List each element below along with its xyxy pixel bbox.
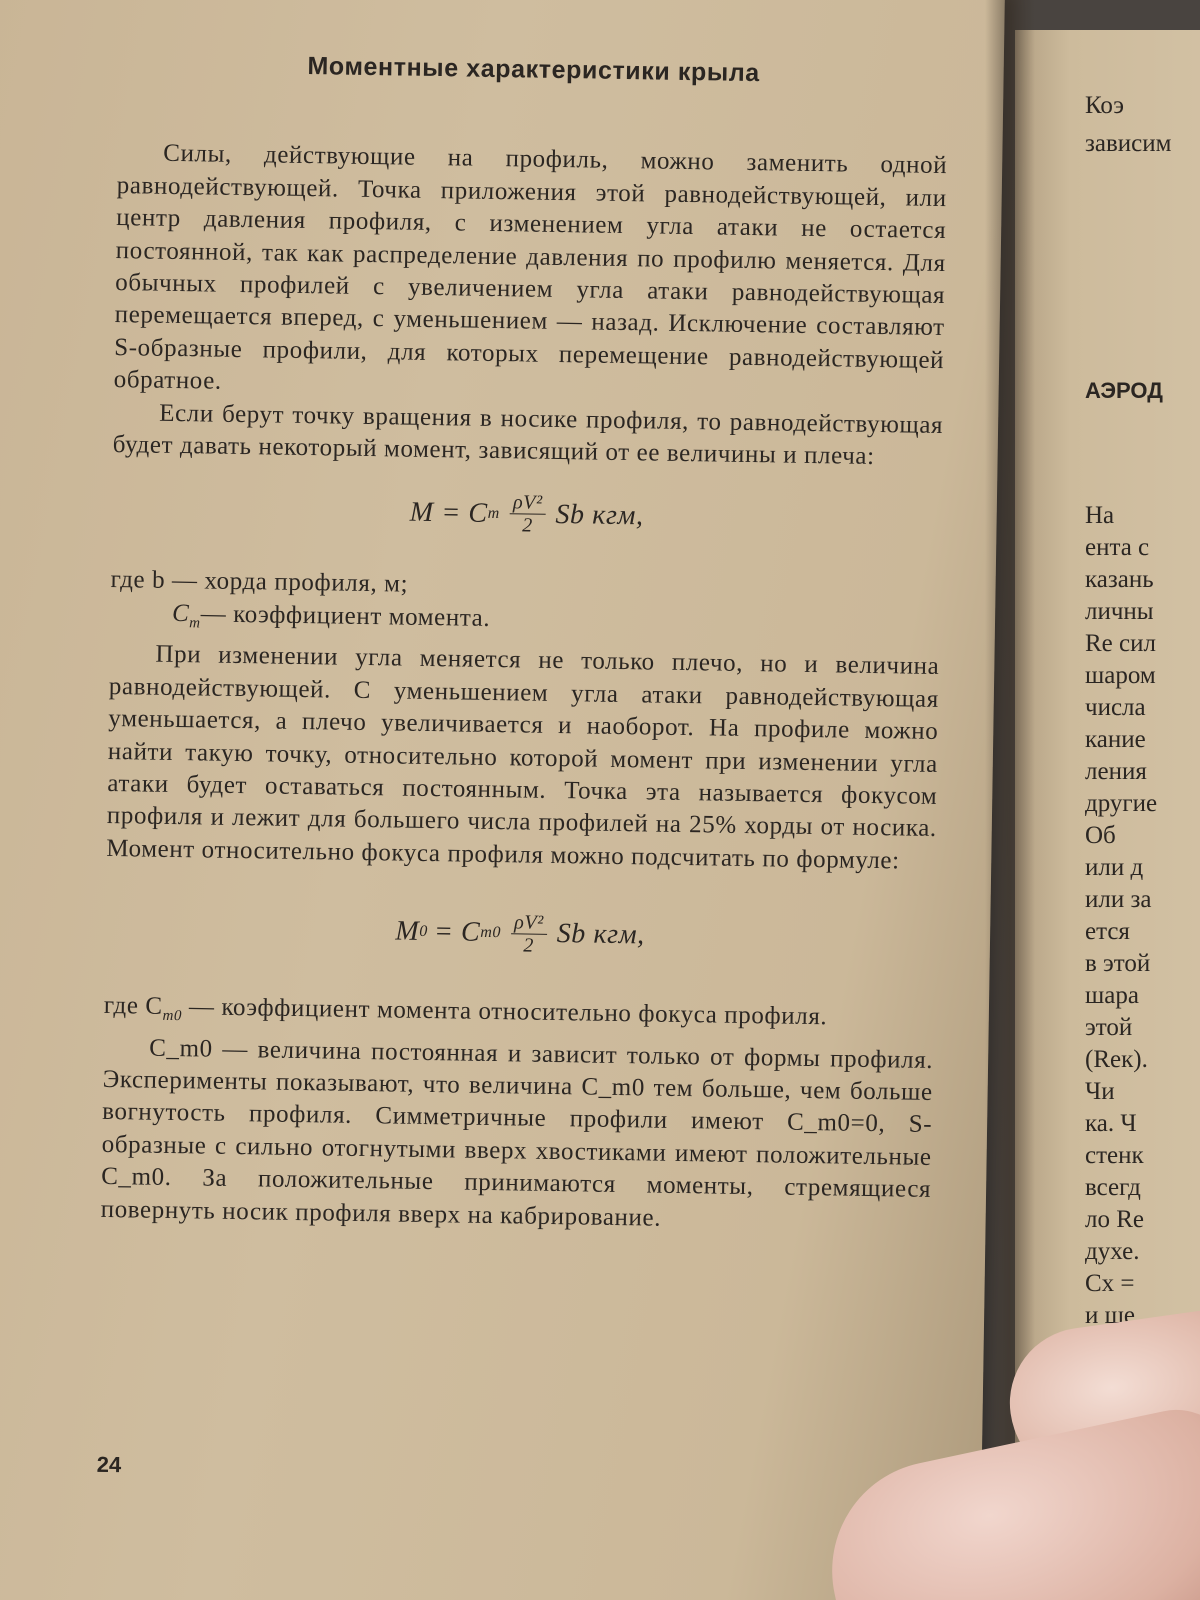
facing-page-line: зависим (1085, 130, 1172, 157)
facing-page-line: казань (1085, 566, 1154, 593)
facing-page-line: Чи (1085, 1078, 1115, 1105)
facing-page-line: стенк (1085, 1142, 1144, 1169)
formula2-lhs: M (395, 915, 420, 948)
fraction2-denominator: 2 (523, 934, 535, 957)
cm0-definition-text: — коэффициент момента относительно фокуса профиля. (181, 993, 828, 1031)
paragraph: Если берут точку вращения в носике профиля, то равнодействующая будет давать некоторый момент, зависящий от ее величины и плеча: (112, 399, 944, 471)
formula2-sub: m0 (480, 924, 502, 942)
facing-page-line: шаром (1085, 662, 1156, 689)
facing-page-line: духе. (1085, 1238, 1140, 1265)
facing-page-line: личны (1085, 598, 1154, 625)
formula2-fraction (511, 911, 547, 957)
formula-lhs: M = C (409, 496, 488, 529)
paragraph: Силы, действующие на профиль, можно заменить одной равнодействующей. Точка приложения этой равнодействующей, или центр давления профиля, с изменением угла атаки не остается постоянной, так как распределение давления по профилю меняется. Для обычных профилей с увеличением угла атаки равнодействующая перемещается вперед, с уменьшением — назад. Исключение составляют S-образные профили, для которых перемещение равнодействующей обратное. (113, 140, 948, 395)
cm0-prefix: где C (103, 992, 163, 1020)
last-paragraph (100, 1031, 933, 1238)
formula-fraction (509, 492, 545, 538)
formula-focus-moment (105, 905, 936, 963)
formula2-tail: Sb кгм, (556, 918, 646, 951)
facing-page-line: ка. Ч (1085, 1110, 1137, 1137)
facing-page-line: На (1085, 502, 1115, 529)
page-title: Моментные характеристики крыла (307, 51, 761, 88)
cm0-sub: m0 (162, 1007, 183, 1025)
definition-chord: где b — хорда профиля, м; (110, 566, 409, 599)
paragraph: При изменении угла меняется не только плечо, но и величина равнодействующей. С уменьшением угла атаки равнодействующая уменьшается, а плечо увеличивается и наоборот. На профиле можно найти такую точку, относительно которой момент при изменении угла атаки будет оставаться постоянным. Точка эта называется фокусом профиля и лежит для большего числа профилей на 25% хорды от носика. Момент относительно фокуса профиля можно подсчитать по формуле: (106, 640, 940, 875)
middle-paragraph (106, 638, 939, 878)
formula-moment (111, 485, 942, 543)
facing-page-line: ления (1085, 758, 1147, 785)
facing-page-line: (Reк). (1085, 1046, 1148, 1073)
page-content (100, 47, 948, 1239)
formula-sub: m (487, 504, 500, 522)
facing-page-line: числа (1085, 694, 1146, 721)
formula2-lhs-sub: 0 (419, 923, 429, 941)
facing-page-line: в этой (1085, 950, 1151, 977)
facing-page-line: другие (1085, 790, 1158, 817)
facing-page-line: ло Re (1085, 1206, 1144, 1233)
fraction-denominator: 2 (521, 514, 533, 538)
paragraph: C_m0 — величина постоянная и зависит только от формы профиля. Эксперименты показывают, что величина C_m0 тем больше, чем больше вогнутость профиля. Симметричные профили имеют C_m0=0, S-образные с сильно отогнутыми вверх хвостиками имеют положительные C_m0. За положительные принимаются моменты, стремящиеся повернуть носик профиля вверх на кабрирование. (100, 1034, 934, 1232)
cm-definition-text: — коэффициент момента. (200, 600, 491, 632)
facing-page-line: Коэ (1085, 92, 1124, 119)
facing-page-line: Cx = (1085, 1270, 1135, 1297)
facing-page-line: шара (1085, 982, 1139, 1009)
page-number: 24 (96, 1451, 122, 1478)
facing-page-line: или д (1085, 854, 1144, 881)
fraction2-numerator: ρV² (511, 911, 547, 935)
facing-page-line: Re сил (1085, 630, 1156, 657)
facing-page-line: всегд (1085, 1174, 1141, 1201)
facing-page-heading: АЭРОД (1085, 378, 1163, 403)
facing-page-line: ется (1085, 918, 1130, 945)
cm-sub: m (189, 615, 201, 632)
facing-page-line: ента с (1085, 534, 1150, 561)
fraction-numerator: ρV² (510, 492, 546, 516)
formula-tail: Sb кгм, (555, 498, 644, 532)
facing-page-line: и ше (1085, 1302, 1135, 1329)
facing-page-line: Об (1085, 822, 1116, 849)
facing-page-line: кание (1085, 726, 1146, 753)
facing-page-line: этой (1085, 1014, 1133, 1041)
top-paragraphs (112, 137, 947, 474)
formula2-eq: = C (433, 916, 481, 949)
facing-page-line: или за (1085, 886, 1152, 913)
cm-symbol: C (171, 599, 190, 628)
